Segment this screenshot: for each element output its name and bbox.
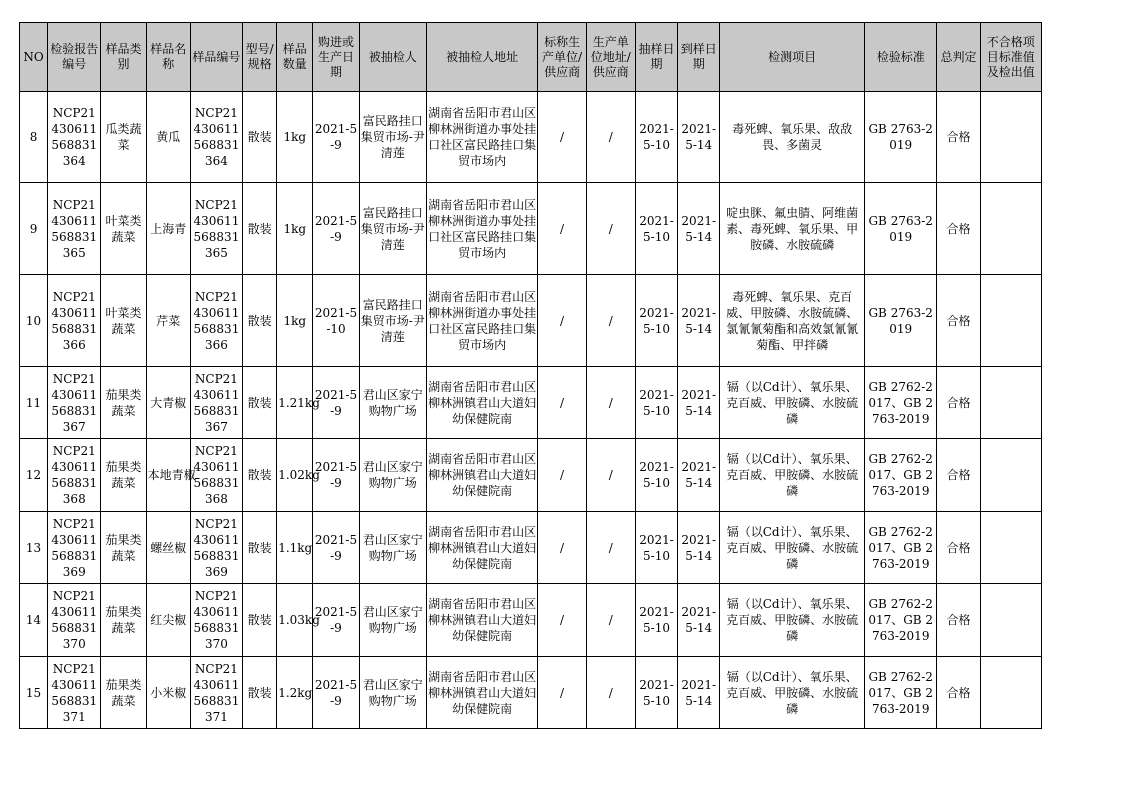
cell-sample-name: 大青椒 — [146, 367, 190, 439]
cell-producer: / — [538, 657, 586, 729]
cell-producer: / — [538, 183, 586, 275]
header-row — [20, 23, 1042, 92]
cell-test-items: 镉（以Cd计）、氧乐果、克百威、甲胺磷、水胺硫磷 — [720, 439, 865, 512]
cell-arrival-date: 2021-5-14 — [678, 92, 720, 183]
cell-purchase-date: 2021-5-10 — [313, 275, 359, 367]
cell-quantity: 1.2kg — [277, 657, 313, 729]
table-row — [20, 657, 1042, 729]
cell-inspected-address: 湖南省岳阳市君山区柳林洲街道办事处挂口社区富民路挂口集贸市场内 — [426, 92, 538, 183]
header-sample-no: 样品编号 — [190, 23, 242, 92]
cell-quantity: 1kg — [277, 92, 313, 183]
cell-inspected-address: 湖南省岳阳市君山区柳林洲街道办事处挂口社区富民路挂口集贸市场内 — [426, 183, 538, 275]
cell-producer: / — [538, 367, 586, 439]
cell-report-no: NCP21430611568831366 — [48, 275, 101, 367]
header-sample-name: 样品名称 — [146, 23, 190, 92]
cell-inspected-party: 富民路挂口集贸市场-尹清莲 — [359, 275, 426, 367]
cell-no: 8 — [20, 92, 48, 183]
cell-verdict: 合格 — [937, 657, 980, 729]
cell-quantity: 1.1kg — [277, 512, 313, 584]
header-arrival-date: 到样日期 — [678, 23, 720, 92]
cell-no: 12 — [20, 439, 48, 512]
cell-standard: GB 2762-2017、GB 2763-2019 — [865, 584, 937, 657]
header-purchase-date: 购进或生产日期 — [313, 23, 359, 92]
header-spec: 型号/规格 — [243, 23, 277, 92]
cell-test-items: 啶虫脒、氟虫腈、阿维菌素、毒死蜱、氧乐果、甲胺磷、水胺硫磷 — [720, 183, 865, 275]
cell-test-items: 镉（以Cd计）、氧乐果、克百威、甲胺磷、水胺硫磷 — [720, 367, 865, 439]
cell-inspected-address: 湖南省岳阳市君山区柳林洲街道办事处挂口社区富民路挂口集贸市场内 — [426, 275, 538, 367]
cell-report-no: NCP21430611568831369 — [48, 512, 101, 584]
cell-sample-name: 本地青椒 — [146, 439, 190, 512]
header-quantity: 样品数量 — [277, 23, 313, 92]
cell-producer-address: / — [586, 367, 635, 439]
header-standard: 检验标准 — [865, 23, 937, 92]
cell-arrival-date: 2021-5-14 — [678, 512, 720, 584]
cell-quantity: 1.03kg — [277, 584, 313, 657]
header-inspected-party: 被抽检人 — [359, 23, 426, 92]
cell-spec: 散装 — [243, 183, 277, 275]
cell-category: 茄果类蔬菜 — [101, 367, 146, 439]
cell-no: 13 — [20, 512, 48, 584]
cell-arrival-date: 2021-5-14 — [678, 584, 720, 657]
cell-failed-values — [980, 92, 1041, 183]
cell-producer-address: / — [586, 183, 635, 275]
cell-quantity: 1kg — [277, 275, 313, 367]
cell-category: 瓜类蔬菜 — [101, 92, 146, 183]
table-row — [20, 584, 1042, 657]
cell-producer-address: / — [586, 439, 635, 512]
cell-no: 10 — [20, 275, 48, 367]
cell-standard: GB 2763-2019 — [865, 183, 937, 275]
cell-verdict: 合格 — [937, 367, 980, 439]
cell-report-no: NCP21430611568831370 — [48, 584, 101, 657]
cell-no: 9 — [20, 183, 48, 275]
cell-failed-values — [980, 512, 1041, 584]
cell-standard: GB 2762-2017、GB 2763-2019 — [865, 439, 937, 512]
cell-failed-values — [980, 584, 1041, 657]
cell-purchase-date: 2021-5-9 — [313, 183, 359, 275]
cell-spec: 散装 — [243, 439, 277, 512]
cell-test-items: 毒死蜱、氧乐果、克百威、甲胺磷、水胺硫磷、氯氰氰菊酯和高效氯氰氰菊酯、甲拌磷 — [720, 275, 865, 367]
cell-producer: / — [538, 92, 586, 183]
cell-producer: / — [538, 439, 586, 512]
cell-category: 茄果类蔬菜 — [101, 439, 146, 512]
cell-sample-name: 芹菜 — [146, 275, 190, 367]
cell-spec: 散装 — [243, 657, 277, 729]
cell-inspected-party: 富民路挂口集贸市场-尹清莲 — [359, 183, 426, 275]
cell-purchase-date: 2021-5-9 — [313, 657, 359, 729]
cell-verdict: 合格 — [937, 584, 980, 657]
table-row — [20, 92, 1042, 183]
cell-failed-values — [980, 275, 1041, 367]
cell-standard: GB 2763-2019 — [865, 92, 937, 183]
cell-failed-values — [980, 183, 1041, 275]
header-verdict: 总判定 — [937, 23, 980, 92]
header-category: 样品类别 — [101, 23, 146, 92]
cell-sample-date: 2021-5-10 — [635, 439, 677, 512]
header-producer: 标称生产单位/供应商 — [538, 23, 586, 92]
cell-arrival-date: 2021-5-14 — [678, 367, 720, 439]
cell-purchase-date: 2021-5-9 — [313, 439, 359, 512]
cell-producer: / — [538, 275, 586, 367]
cell-producer: / — [538, 584, 586, 657]
cell-inspected-address: 湖南省岳阳市君山区柳林洲镇君山大道妇幼保健院南 — [426, 512, 538, 584]
cell-standard: GB 2762-2017、GB 2763-2019 — [865, 367, 937, 439]
header-producer-address: 生产单位地址/供应商 — [586, 23, 635, 92]
cell-standard: GB 2763-2019 — [865, 275, 937, 367]
cell-sample-no: NCP21430611568831366 — [190, 275, 242, 367]
cell-sample-date: 2021-5-10 — [635, 584, 677, 657]
header-test-items: 检测项目 — [720, 23, 865, 92]
cell-producer: / — [538, 512, 586, 584]
cell-verdict: 合格 — [937, 439, 980, 512]
table-row — [20, 512, 1042, 584]
cell-sample-date: 2021-5-10 — [635, 512, 677, 584]
cell-inspected-party: 君山区家宁购物广场 — [359, 584, 426, 657]
cell-sample-no: NCP21430611568831365 — [190, 183, 242, 275]
cell-producer-address: / — [586, 92, 635, 183]
cell-purchase-date: 2021-5-9 — [313, 512, 359, 584]
cell-verdict: 合格 — [937, 512, 980, 584]
cell-inspected-party: 君山区家宁购物广场 — [359, 512, 426, 584]
cell-sample-no: NCP21430611568831367 — [190, 367, 242, 439]
cell-purchase-date: 2021-5-9 — [313, 92, 359, 183]
cell-verdict: 合格 — [937, 92, 980, 183]
cell-sample-date: 2021-5-10 — [635, 183, 677, 275]
cell-arrival-date: 2021-5-14 — [678, 275, 720, 367]
cell-inspected-party: 富民路挂口集贸市场-尹清莲 — [359, 92, 426, 183]
cell-test-items: 毒死蜱、氧乐果、敌敌畏、多菌灵 — [720, 92, 865, 183]
cell-quantity: 1.21kg — [277, 367, 313, 439]
header-failed-values: 不合格项目标准值及检出值 — [980, 23, 1041, 92]
cell-sample-name: 小米椒 — [146, 657, 190, 729]
table-row — [20, 367, 1042, 439]
cell-inspected-party: 君山区家宁购物广场 — [359, 367, 426, 439]
cell-test-items: 镉（以Cd计）、氧乐果、克百威、甲胺磷、水胺硫磷 — [720, 584, 865, 657]
cell-category: 叶菜类蔬菜 — [101, 183, 146, 275]
cell-report-no: NCP21430611568831364 — [48, 92, 101, 183]
cell-purchase-date: 2021-5-9 — [313, 584, 359, 657]
inspection-table — [19, 22, 1042, 729]
cell-category: 茄果类蔬菜 — [101, 657, 146, 729]
cell-producer-address: / — [586, 512, 635, 584]
cell-sample-date: 2021-5-10 — [635, 657, 677, 729]
cell-spec: 散装 — [243, 275, 277, 367]
cell-report-no: NCP21430611568831368 — [48, 439, 101, 512]
cell-sample-name: 黄瓜 — [146, 92, 190, 183]
cell-report-no: NCP21430611568831367 — [48, 367, 101, 439]
cell-inspected-address: 湖南省岳阳市君山区柳林洲镇君山大道妇幼保健院南 — [426, 657, 538, 729]
cell-arrival-date: 2021-5-14 — [678, 657, 720, 729]
table-row — [20, 183, 1042, 275]
cell-category: 茄果类蔬菜 — [101, 512, 146, 584]
cell-producer-address: / — [586, 275, 635, 367]
cell-category: 叶菜类蔬菜 — [101, 275, 146, 367]
cell-producer-address: / — [586, 584, 635, 657]
cell-spec: 散装 — [243, 367, 277, 439]
cell-failed-values — [980, 657, 1041, 729]
cell-verdict: 合格 — [937, 183, 980, 275]
cell-verdict: 合格 — [937, 275, 980, 367]
cell-sample-date: 2021-5-10 — [635, 367, 677, 439]
cell-inspected-party: 君山区家宁购物广场 — [359, 657, 426, 729]
cell-category: 茄果类蔬菜 — [101, 584, 146, 657]
cell-sample-no: NCP21430611568831364 — [190, 92, 242, 183]
cell-failed-values — [980, 439, 1041, 512]
cell-sample-date: 2021-5-10 — [635, 92, 677, 183]
cell-sample-name: 红尖椒 — [146, 584, 190, 657]
cell-sample-no: NCP21430611568831371 — [190, 657, 242, 729]
table-row — [20, 439, 1042, 512]
header-inspected-address: 被抽检人地址 — [426, 23, 538, 92]
cell-producer-address: / — [586, 657, 635, 729]
cell-spec: 散装 — [243, 584, 277, 657]
cell-sample-date: 2021-5-10 — [635, 275, 677, 367]
cell-standard: GB 2762-2017、GB 2763-2019 — [865, 657, 937, 729]
cell-no: 15 — [20, 657, 48, 729]
cell-spec: 散装 — [243, 92, 277, 183]
cell-report-no: NCP21430611568831365 — [48, 183, 101, 275]
cell-sample-no: NCP21430611568831369 — [190, 512, 242, 584]
cell-purchase-date: 2021-5-9 — [313, 367, 359, 439]
cell-sample-no: NCP21430611568831370 — [190, 584, 242, 657]
cell-no: 11 — [20, 367, 48, 439]
header-report-no: 检验报告编号 — [48, 23, 101, 92]
cell-quantity: 1kg — [277, 183, 313, 275]
cell-inspected-address: 湖南省岳阳市君山区柳林洲镇君山大道妇幼保健院南 — [426, 367, 538, 439]
cell-failed-values — [980, 367, 1041, 439]
cell-report-no: NCP21430611568831371 — [48, 657, 101, 729]
cell-quantity: 1.02kg — [277, 439, 313, 512]
cell-arrival-date: 2021-5-14 — [678, 439, 720, 512]
cell-standard: GB 2762-2017、GB 2763-2019 — [865, 512, 937, 584]
cell-sample-name: 螺丝椒 — [146, 512, 190, 584]
cell-test-items: 镉（以Cd计）、氧乐果、克百威、甲胺磷、水胺硫磷 — [720, 657, 865, 729]
cell-inspected-address: 湖南省岳阳市君山区柳林洲镇君山大道妇幼保健院南 — [426, 439, 538, 512]
cell-sample-no: NCP21430611568831368 — [190, 439, 242, 512]
cell-inspected-address: 湖南省岳阳市君山区柳林洲镇君山大道妇幼保健院南 — [426, 584, 538, 657]
cell-spec: 散装 — [243, 512, 277, 584]
header-no: NO — [20, 23, 48, 92]
cell-no: 14 — [20, 584, 48, 657]
table-row — [20, 275, 1042, 367]
header-sample-date: 抽样日期 — [635, 23, 677, 92]
cell-sample-name: 上海青 — [146, 183, 190, 275]
cell-arrival-date: 2021-5-14 — [678, 183, 720, 275]
cell-inspected-party: 君山区家宁购物广场 — [359, 439, 426, 512]
cell-test-items: 镉（以Cd计）、氧乐果、克百威、甲胺磷、水胺硫磷 — [720, 512, 865, 584]
